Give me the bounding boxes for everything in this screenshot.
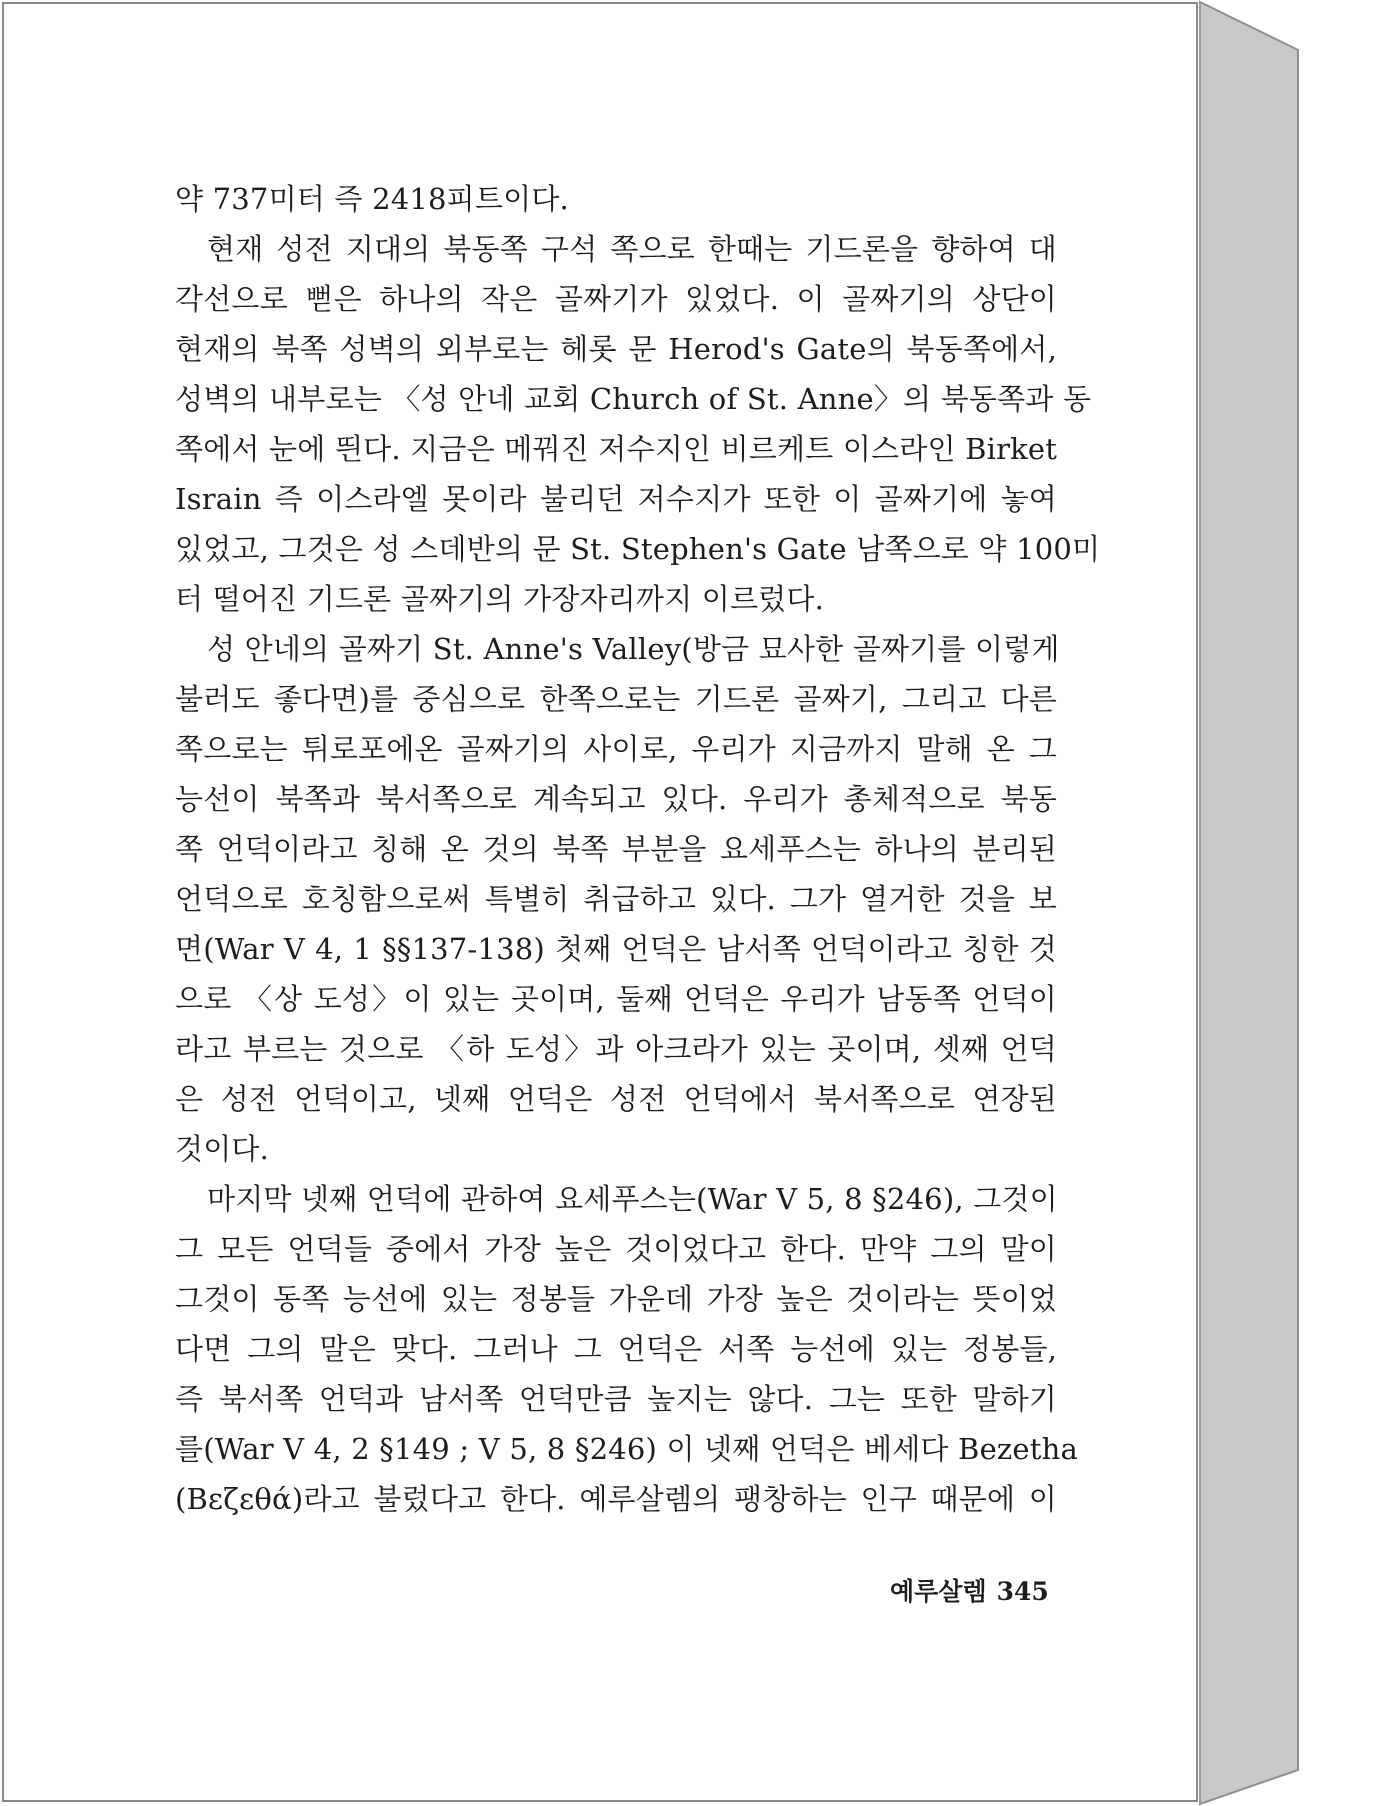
text-line: 각선으로 뻗은 하나의 작은 골짜기가 있었다. 이 골짜기의 상단이 xyxy=(175,282,1057,316)
text-line: 다면 그의 말은 맞다. 그러나 그 언덕은 서쪽 능선에 있는 정봉들, xyxy=(175,1332,1057,1366)
text-line: 쪽 언덕이라고 칭해 온 것의 북쪽 부분을 요세푸스는 하나의 분리된 xyxy=(175,832,1057,866)
text-line: 마지막 넷째 언덕에 관하여 요세푸스는(War V 5, 8 §246), 그것이 xyxy=(207,1182,1058,1216)
text-line: 은 성전 언덕이고, 넷째 언덕은 성전 언덕에서 북서쪽으로 연장된 xyxy=(175,1082,1057,1116)
text-line: 그 모든 언덕들 중에서 가장 높은 것이었다고 한다. 만약 그의 말이 xyxy=(175,1232,1057,1266)
text-line: 약 737미터 즉 2418피트이다. xyxy=(175,182,569,216)
text-line: (Βεζεθά)라고 불렀다고 한다. 예루살렘의 팽창하는 인구 때문에 이 xyxy=(175,1482,1057,1516)
text-line: 즉 북서쪽 언덕과 남서쪽 언덕만큼 높지는 않다. 그는 또한 말하기 xyxy=(175,1382,1057,1416)
text-line: 언덕으로 호칭함으로써 특별히 취급하고 있다. 그가 열거한 것을 보 xyxy=(175,882,1057,916)
text-line: 성 안네의 골짜기 St. Anne's Valley(방금 묘사한 골짜기를 이렇게 xyxy=(207,632,1060,666)
text-line: 면(War V 4, 1 §§137-138) 첫째 언덕은 남서쪽 언덕이라고 칭한 것 xyxy=(175,932,1057,966)
text-line: 그것이 동쪽 능선에 있는 정봉들 가운데 가장 높은 것이라는 뜻이었 xyxy=(175,1282,1057,1316)
text-line: 능선이 북쪽과 북서쪽으로 계속되고 있다. 우리가 총체적으로 북동 xyxy=(175,782,1057,816)
book-spine-face xyxy=(1200,2,1298,1804)
text-line: 를(War V 4, 2 §149 ; V 5, 8 §246) 이 넷째 언덕은 베세다 Bezetha xyxy=(175,1432,1078,1466)
page-number: 345 xyxy=(996,1577,1049,1606)
text-line: 불러도 좋다면)를 중심으로 한쪽으로는 기드론 골짜기, 그리고 다른 xyxy=(175,682,1057,716)
text-line: 으로 〈상 도성〉이 있는 곳이며, 둘째 언덕은 우리가 남동쪽 언덕이 xyxy=(175,982,1057,1016)
text-line: 라고 부르는 것으로 〈하 도성〉과 아크라가 있는 곳이며, 셋째 언덕 xyxy=(175,1032,1057,1066)
text-line: 쪽에서 눈에 띈다. 지금은 메꿔진 저수지인 비르케트 이스라인 Birket xyxy=(175,432,1058,466)
running-head: 예루살렘 xyxy=(890,1577,987,1606)
text-line: 있었고, 그것은 성 스데반의 문 St. Stephen's Gate 남쪽으로 약 100미 xyxy=(175,532,1101,566)
text-line: 성벽의 내부로는 〈성 안네 교회 Church of St. Anne〉의 북동쪽과 동 xyxy=(175,382,1092,416)
text-line: 현재의 북쪽 성벽의 외부로는 헤롯 문 Herod's Gate의 북동쪽에서, xyxy=(175,332,1057,366)
page-footer xyxy=(880,1572,1049,1608)
text-line: 것이다. xyxy=(175,1132,270,1166)
text-line: Israin 즉 이스라엘 못이라 불리던 저수지가 또한 이 골짜기에 놓여 xyxy=(175,482,1057,516)
text-line: 쪽으로는 튀로포에온 골짜기의 사이로, 우리가 지금까지 말해 온 그 xyxy=(175,732,1057,766)
text-line: 터 떨어진 기드론 골짜기의 가장자리까지 이르렀다. xyxy=(175,582,825,616)
text-line: 현재 성전 지대의 북동쪽 구석 쪽으로 한때는 기드론을 향하여 대 xyxy=(207,232,1057,266)
